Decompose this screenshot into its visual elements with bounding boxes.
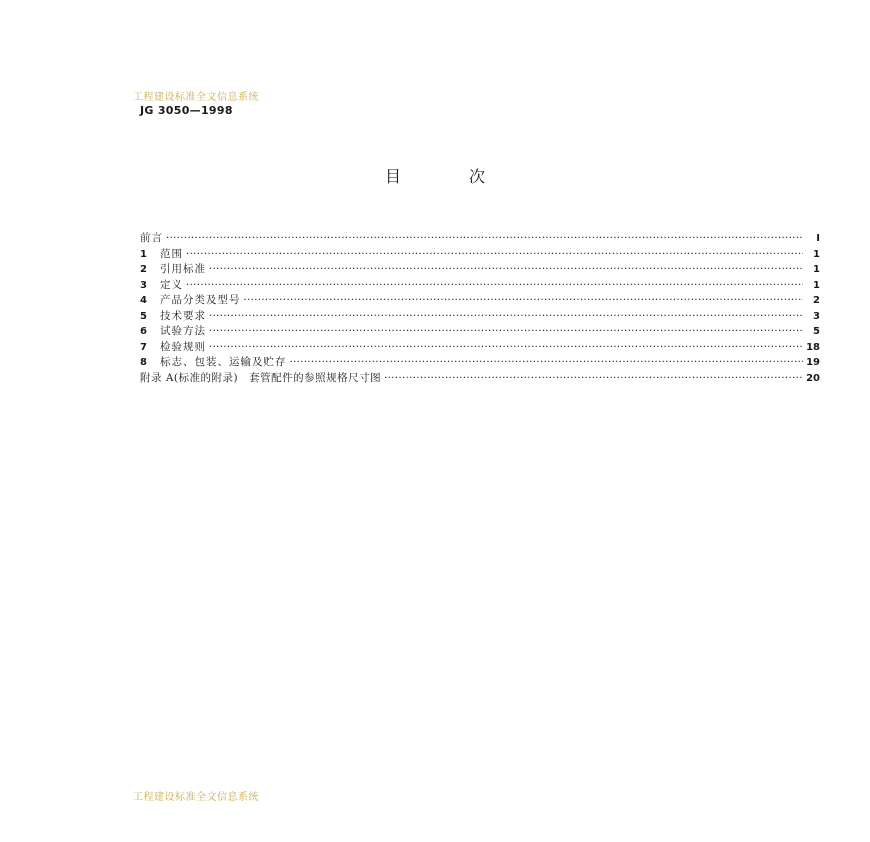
toc-leader-dots (209, 340, 803, 356)
toc-entry-5[interactable] (140, 309, 820, 325)
toc-entry-page: 19 (806, 357, 820, 368)
toc-leader-dots (290, 355, 804, 371)
toc-entry-number: 7 (140, 341, 147, 353)
toc-entry-number: 5 (140, 310, 147, 322)
toc-entry-number: 1 (140, 248, 147, 260)
toc-entry-page: 1 (813, 248, 820, 260)
toc-entry-label: 试验方法 (160, 325, 206, 337)
toc-entry-7[interactable] (140, 340, 820, 356)
toc-leader-dots (209, 309, 803, 325)
toc-entry-label: 范围 (160, 247, 183, 260)
toc-entry-page: 20 (806, 372, 820, 384)
toc-entry-label: 引用标准 (160, 263, 206, 275)
toc-leader-dots (166, 231, 803, 247)
toc-entry-appendix-a[interactable] (140, 371, 820, 387)
toc-entry-page: 18 (806, 341, 820, 353)
toc-entry-label: 检验规则 (160, 340, 206, 353)
toc-entry-label: 标志、包装、运输及贮存 (160, 356, 287, 368)
toc-entry-page: 1 (813, 264, 820, 275)
watermark-top: 工程建设标准全文信息系统 (133, 92, 259, 103)
toc-leader-dots (244, 293, 804, 309)
toc-title-char-1: 目 (384, 167, 401, 186)
standard-code: JG 3050—1998 (140, 104, 233, 117)
toc-entry-page: 5 (813, 326, 820, 337)
toc-entry-page: 2 (813, 295, 820, 306)
toc-entry-number: 3 (140, 279, 147, 291)
toc-entry-1[interactable] (140, 247, 820, 263)
table-of-contents (140, 231, 820, 386)
toc-entry-number: 4 (140, 295, 147, 306)
toc-entry-foreword[interactable] (140, 231, 820, 247)
toc-leader-dots (186, 278, 803, 294)
toc-entry-6[interactable] (140, 324, 820, 340)
toc-entry-page: 3 (813, 310, 820, 322)
toc-entry-label: 附录 A(标准的附录) 套管配件的参照规格尺寸图 (140, 371, 382, 384)
toc-leader-dots (209, 324, 803, 340)
toc-leader-dots (384, 371, 803, 387)
toc-entry-page: I (816, 233, 820, 244)
toc-title-char-2: 次 (469, 167, 486, 186)
toc-entry-label: 定义 (160, 278, 183, 291)
toc-entry-number: 2 (140, 264, 147, 275)
toc-entry-page: 1 (813, 279, 820, 291)
toc-entry-8[interactable] (140, 355, 820, 371)
toc-leader-dots (209, 262, 803, 278)
toc-leader-dots (186, 247, 803, 263)
toc-entry-number: 8 (140, 357, 147, 368)
toc-entry-3[interactable] (140, 278, 820, 294)
toc-entry-label: 产品分类及型号 (160, 294, 241, 306)
toc-entry-2[interactable] (140, 262, 820, 278)
watermark-bottom: 工程建设标准全文信息系统 (133, 792, 259, 803)
toc-entry-label: 前言 (140, 232, 163, 244)
toc-title (0, 164, 870, 187)
toc-entry-number: 6 (140, 326, 147, 337)
toc-entry-4[interactable] (140, 293, 820, 309)
toc-entry-label: 技术要求 (160, 309, 206, 322)
